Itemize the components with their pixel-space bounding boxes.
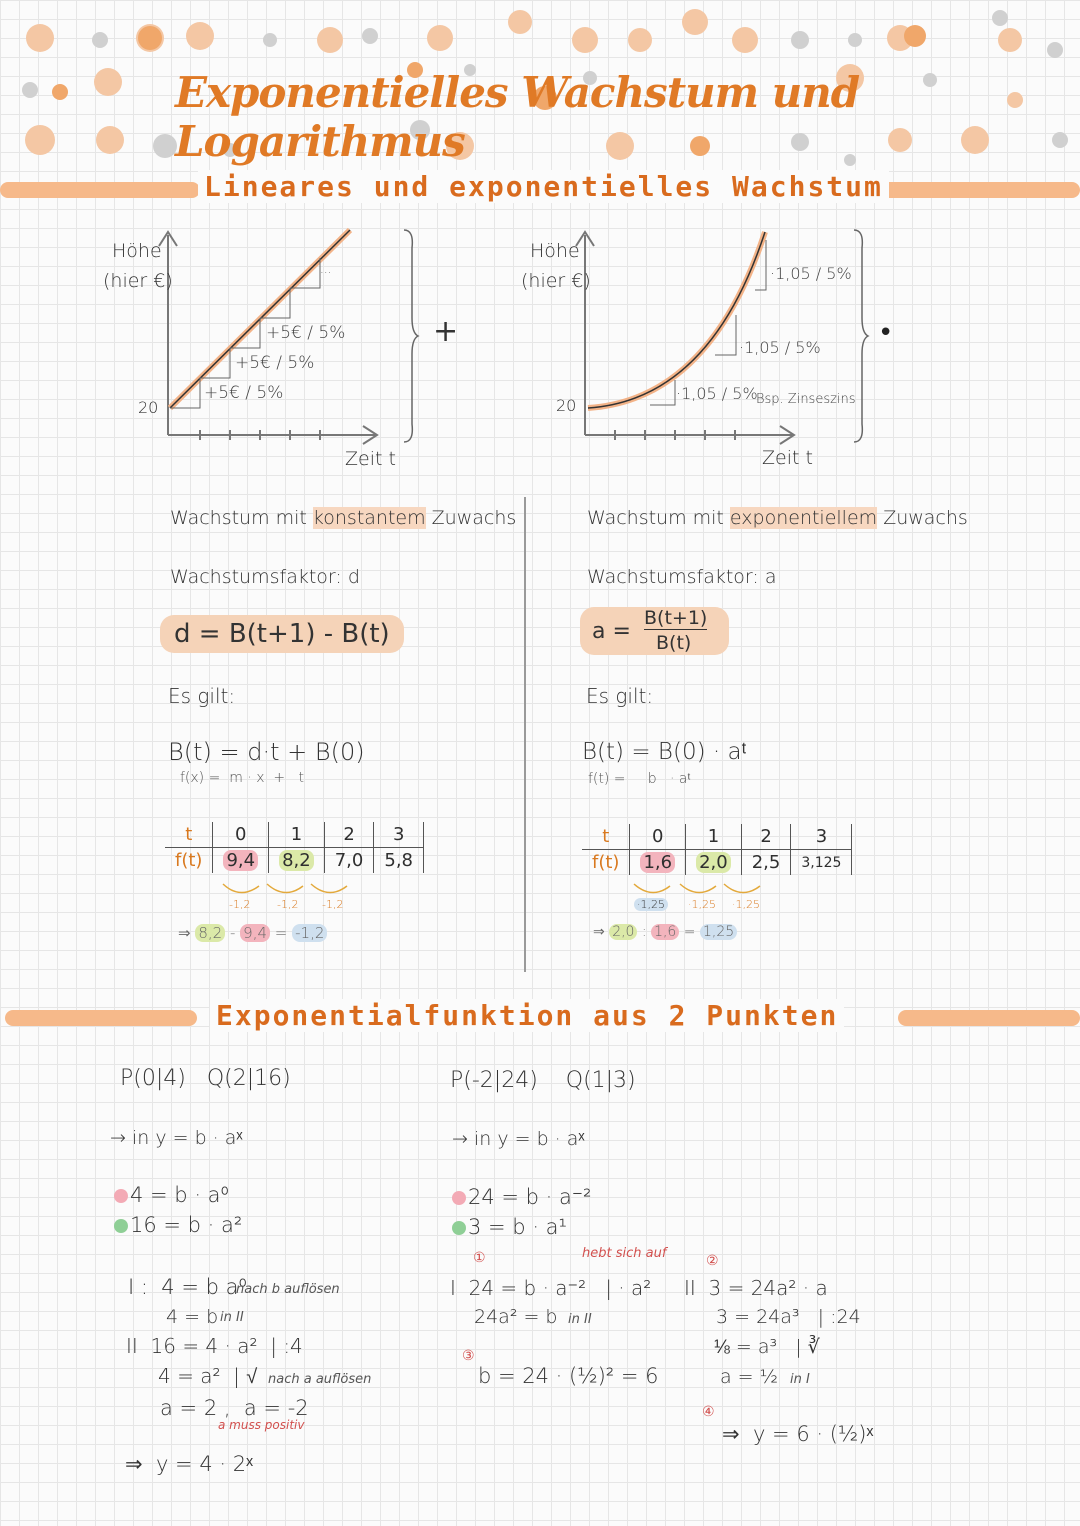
ex1-points: P(0|4) Q(2|16) (120, 1066, 291, 1091)
ex1-step2: 4 = b (166, 1306, 219, 1328)
ex2-eq2: 3 = b · a¹ (452, 1215, 567, 1239)
ex2-insert: → in y = b · aˣ (452, 1128, 585, 1150)
section-heading-1: Lineares und exponentielles Wachstum (198, 170, 889, 203)
ex2-tstep1: II 3 = 24a² · a (684, 1276, 828, 1300)
left-heading: Wachstum mit konstantem Zuwachs (170, 507, 517, 529)
multiply-dot: • (878, 318, 894, 348)
green-marker (452, 1221, 466, 1235)
right-ytick-20: 20 (556, 396, 577, 415)
section-banner-left (0, 182, 200, 198)
right-heading: Wachstum mit exponentiellem Zuwachs (587, 507, 968, 529)
left-step-label-1: +5€ / 5% (204, 383, 284, 403)
left-calc: ⇒ 8,2 - 9,4 = -1,2 (178, 924, 327, 942)
ex2-tstep2: 3 = 24a³ | :24 (716, 1306, 861, 1328)
page-title: Exponentielles Wachstum und Logarithmus (175, 68, 860, 166)
ex1-step5: a = 2 , a = -2 (160, 1396, 309, 1420)
left-ytick-20: 20 (138, 398, 159, 417)
ex1-step4-note: nach a auflösen (268, 1372, 372, 1387)
ex2-step-number-2: ② (706, 1253, 719, 1269)
plus-sign: + (433, 314, 459, 349)
left-ylabel-unit: (hier €) (103, 270, 173, 292)
right-step-label-2: ·1,05 / 5% (739, 338, 821, 357)
pink-marker (452, 1191, 466, 1205)
pink-marker (114, 1189, 128, 1203)
ex1-insert: → in y = b · aˣ (110, 1127, 243, 1149)
left-xlabel-time: Zeit t (345, 448, 396, 470)
left-es-gilt: Es gilt: (168, 684, 236, 708)
left-step-label-2: +5€ / 5% (235, 353, 315, 373)
right-factor-3: ·1,25 (732, 898, 760, 911)
column-divider (524, 497, 526, 972)
right-brace (850, 228, 870, 444)
ex1-step4: 4 = a² | √ (158, 1364, 258, 1388)
ex1-step2-note: in II (220, 1310, 244, 1325)
left-brace (400, 228, 420, 444)
section-banner-right (868, 182, 1080, 198)
ex2-tstep4-note: in I (790, 1372, 810, 1387)
section2-banner-right (898, 1010, 1080, 1026)
ex1-step3: II 16 = 4 · a² | :4 (126, 1334, 303, 1358)
left-formula: d = B(t+1) - B(t) (160, 615, 404, 653)
left-value-table: t 0 1 2 3 f(t) 9,4 8,2 7,0 5,8 (165, 822, 424, 873)
left-ylabel-height: Höhe (112, 240, 162, 262)
ex1-eq2: 16 = b · a² (114, 1213, 242, 1237)
ex1-result: ⇒ y = 4 · 2ˣ (125, 1452, 253, 1476)
ex1-step5-note: a muss positiv (218, 1418, 305, 1432)
section2-banner-left (5, 1010, 197, 1026)
ex2-step1: I 24 = b · a⁻² | · a² (450, 1276, 652, 1300)
green-marker (114, 1219, 128, 1233)
right-step-label-3: ·1,05 / 5% (770, 264, 852, 283)
right-factor: Wachstumsfaktor: a (587, 566, 777, 588)
left-law: B(t) = d·t + B(0) (168, 738, 365, 766)
section-heading-2: Exponentialfunktion aus 2 Punkten (210, 999, 844, 1032)
ex2-step-number-3: ③ (462, 1348, 475, 1364)
right-law-sub: f(t) = b · aᵗ (588, 771, 691, 787)
ex1-step1-note: nach b auflösen (236, 1282, 340, 1297)
right-factor-2: ·1,25 (688, 898, 716, 911)
ex2-step2-note: in II (568, 1312, 592, 1327)
ex1-step1: I : 4 = b a⁰ (128, 1275, 247, 1299)
ex1-eq1: 4 = b · a⁰ (114, 1183, 229, 1207)
right-xlabel-time: Zeit t (762, 447, 813, 469)
left-factor: Wachstumsfaktor: d (170, 566, 360, 588)
ex2-step-number-1: ① (473, 1250, 486, 1266)
right-calc: ⇒ 2,0 : 1,6 = 1,25 (593, 924, 737, 940)
right-factor-1: ·1,25 (634, 898, 668, 911)
left-law-sub: f(x) = m · x + t (180, 770, 304, 786)
ex2-points: P(-2|24) Q(1|3) (450, 1068, 636, 1093)
right-example-note: Bsp. Zinseszins (756, 392, 856, 407)
left-diff-2: -1,2 (277, 898, 299, 911)
right-ylabel-height: Höhe (530, 240, 580, 262)
right-law: B(t) = B(0) · aᵗ (582, 739, 747, 765)
left-heading-highlight: konstantem (312, 507, 426, 529)
right-step-label-1: ·1,05 / 5% (676, 384, 758, 403)
ex2-step2: 24a² = b (474, 1306, 558, 1328)
ex2-cancel-note: hebt sich auf (582, 1246, 667, 1261)
right-es-gilt: Es gilt: (586, 684, 654, 708)
ex2-tstep4: a = ½ (720, 1366, 779, 1388)
right-value-table: t 0 1 2 3 f(t) 1,6 2,0 2,5 3,125 (582, 824, 852, 875)
ex2-result: ⇒ y = 6 · (½)ˣ (722, 1422, 874, 1446)
ex2-step-number-4: ④ (702, 1404, 715, 1420)
left-step-dots: ... (320, 262, 332, 276)
right-formula: a = B(t+1) B(t) (580, 607, 729, 655)
ex2-eq1: 24 = b · a⁻² (452, 1185, 591, 1209)
left-diff-3: -1,2 (322, 898, 344, 911)
left-step-label-3: +5€ / 5% (266, 323, 346, 343)
left-diff-1: -1,2 (229, 898, 251, 911)
ex2-tstep3: ⅛ = a³ | ∛ (714, 1336, 820, 1358)
ex2-step3: b = 24 · (½)² = 6 (478, 1364, 659, 1388)
right-ylabel-unit: (hier €) (521, 270, 591, 292)
right-heading-highlight: exponentiellem (729, 507, 878, 529)
